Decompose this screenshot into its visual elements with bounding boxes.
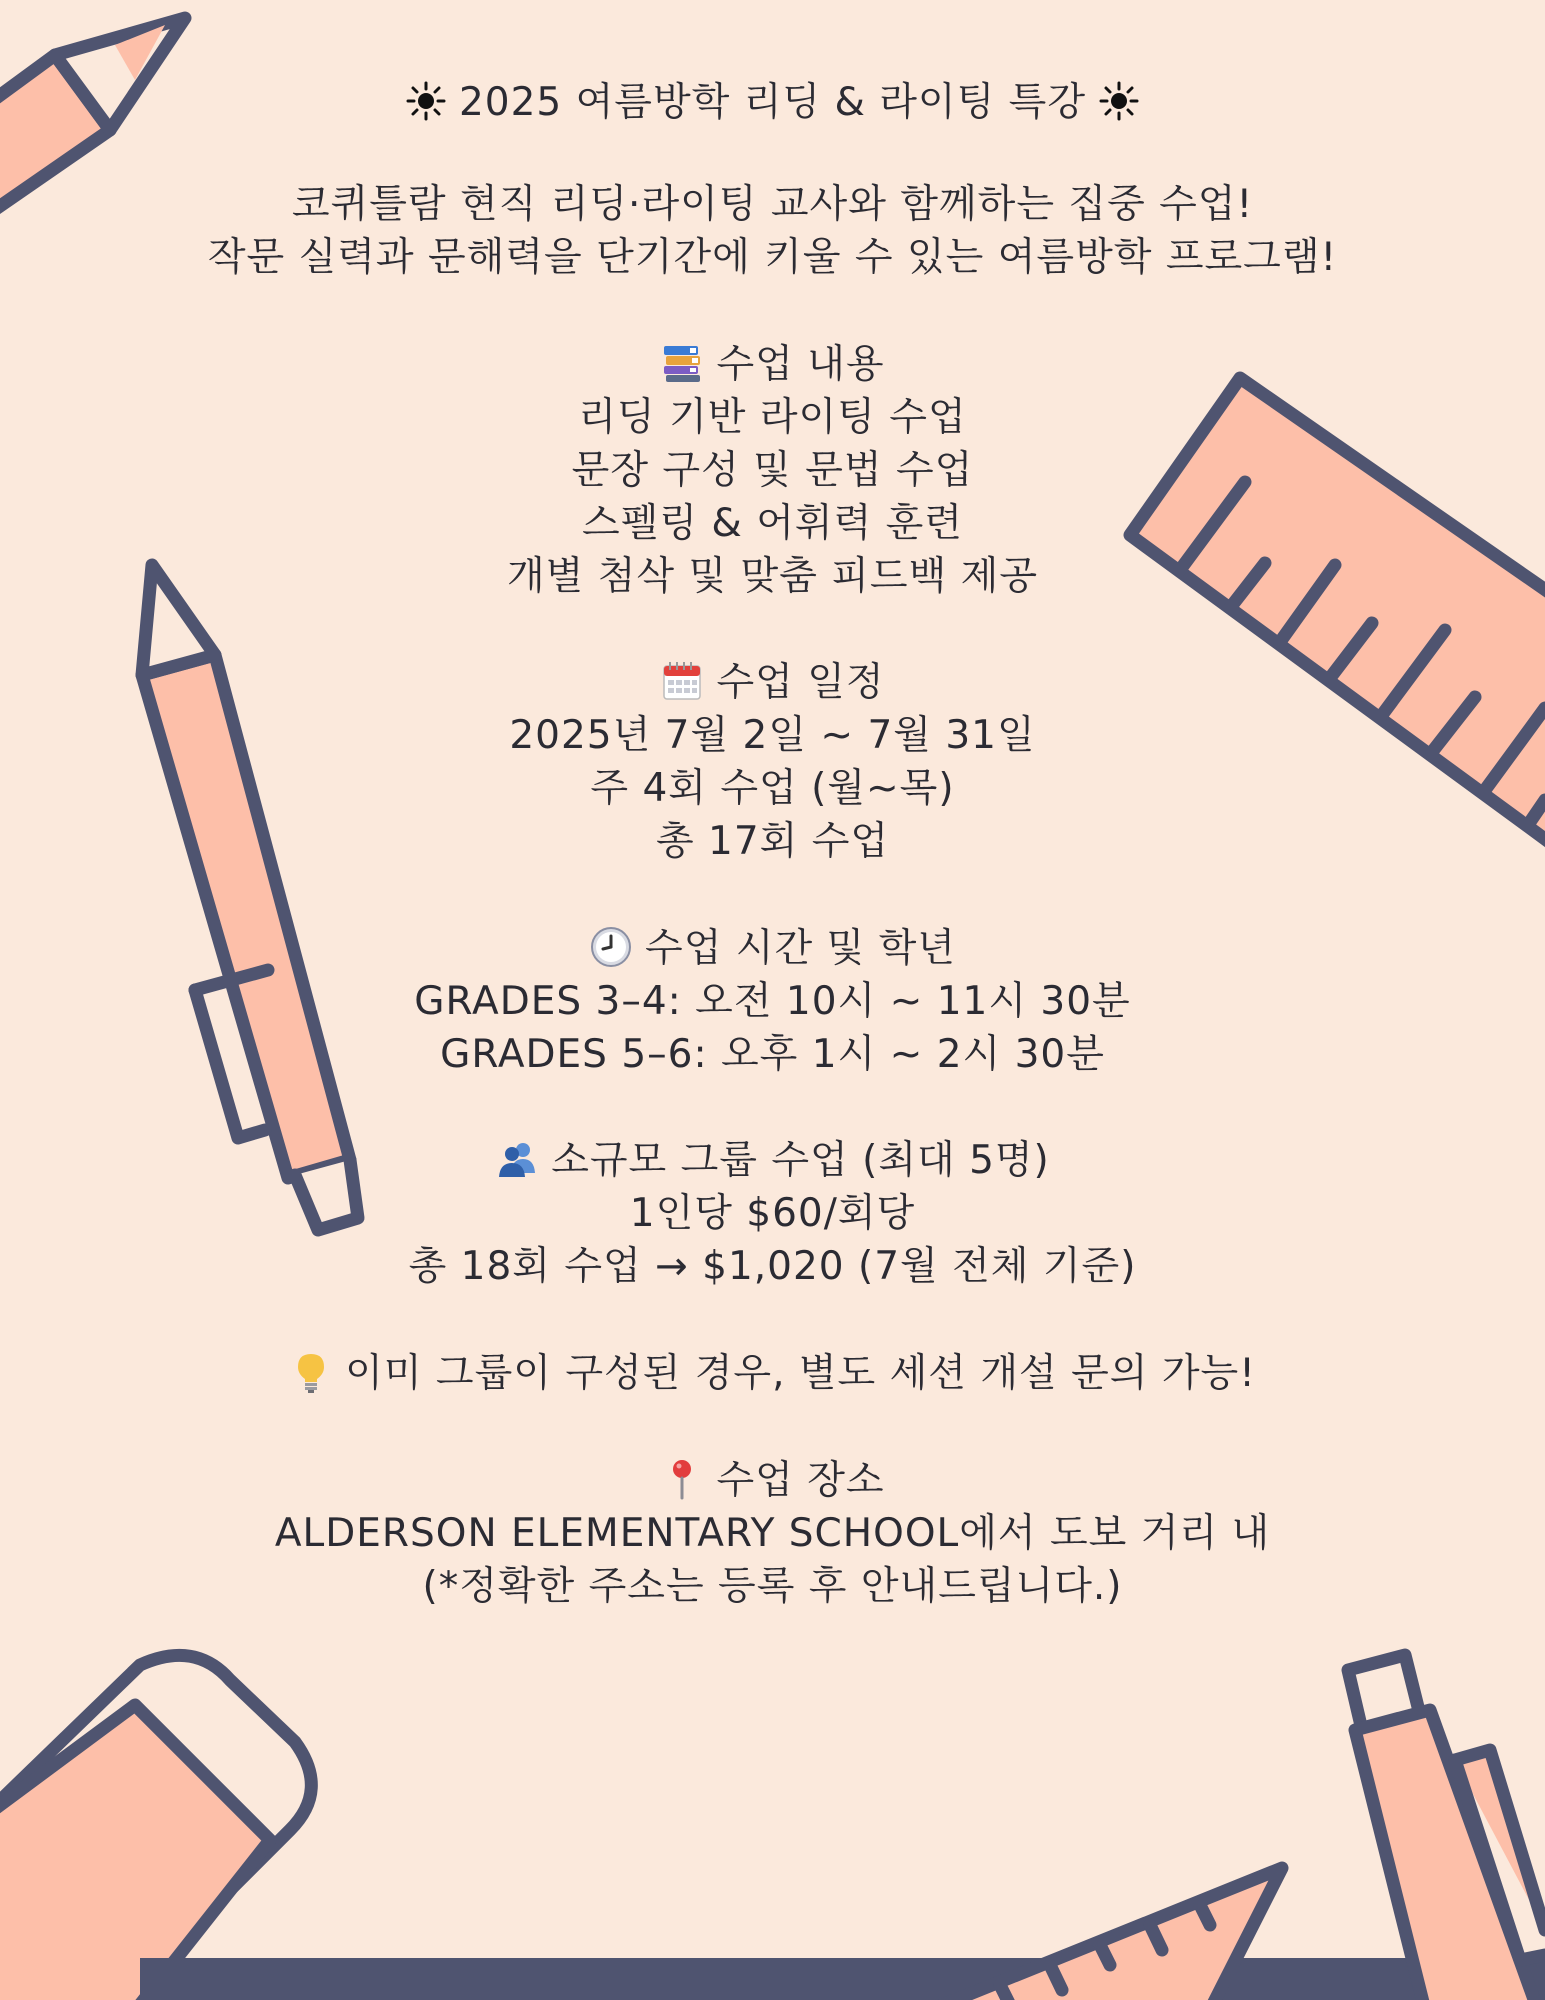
time-heading-text: 수업 시간 및 학년 — [645, 926, 956, 971]
content-heading — [0, 340, 1545, 390]
content-item: 개별 첨삭 및 맞춤 피드백 제공 — [506, 554, 1039, 599]
schedule-item: 주 4회 수업 (월~목) — [590, 766, 955, 811]
location-item: (*정확한 주소는 등록 후 안내드립니다.) — [422, 1564, 1123, 1609]
location-heading — [0, 1456, 1545, 1506]
content-item: 리딩 기반 라이팅 수업 — [578, 395, 967, 440]
note-line — [0, 1349, 1545, 1399]
bottom-bar — [140, 1958, 1545, 2000]
note-text: 이미 그룹이 구성된 경우, 별도 세션 개설 문의 가능! — [345, 1351, 1256, 1396]
schedule-heading — [0, 658, 1545, 708]
content-heading-text: 수업 내용 — [716, 342, 885, 387]
pin-icon — [660, 1457, 704, 1501]
group-heading-text: 소규모 그룹 수업 (최대 5명) — [551, 1138, 1050, 1183]
calendar-icon — [660, 659, 704, 703]
location-heading-text: 수업 장소 — [716, 1458, 885, 1503]
clock-icon — [589, 925, 633, 969]
time-item: GRADES 5–6: 오후 1시 ~ 2시 30분 — [440, 1032, 1105, 1077]
flyer-title — [0, 78, 1545, 128]
schedule-heading-text: 수업 일정 — [716, 660, 885, 705]
group-item: 1인당 $60/회당 — [629, 1191, 916, 1236]
books-icon — [660, 341, 704, 385]
people-icon — [495, 1137, 539, 1181]
time-heading — [0, 924, 1545, 974]
sun-icon — [1099, 81, 1139, 121]
location-item: ALDERSON ELEMENTARY SCHOOL에서 도보 거리 내 — [274, 1511, 1271, 1556]
pen-bottom-right-icon — [1348, 1655, 1545, 2000]
schedule-item: 2025년 7월 2일 ~ 7월 31일 — [509, 713, 1036, 758]
lightbulb-icon — [289, 1350, 333, 1394]
schedule-item: 총 17회 수업 — [655, 819, 890, 864]
group-item: 총 18회 수업 → $1,020 (7월 전체 기준) — [408, 1244, 1137, 1289]
title-text: 2025 여름방학 리딩 & 라이팅 특강 — [458, 80, 1087, 125]
content-item: 문장 구성 및 문법 수업 — [571, 448, 974, 493]
time-item: GRADES 3–4: 오전 10시 ~ 11시 30분 — [414, 979, 1131, 1024]
intro-line: 코퀴틀람 현직 리딩·라이팅 교사와 함께하는 집중 수업! — [291, 182, 1254, 227]
content-item: 스펠링 & 어휘력 훈련 — [582, 501, 963, 546]
sun-icon — [406, 81, 446, 121]
intro-line: 작문 실력과 문해력을 단기간에 키울 수 있는 여름방학 프로그램! — [207, 235, 1338, 280]
eraser-bottom-left-icon — [0, 1655, 311, 2000]
group-heading — [0, 1136, 1545, 1186]
